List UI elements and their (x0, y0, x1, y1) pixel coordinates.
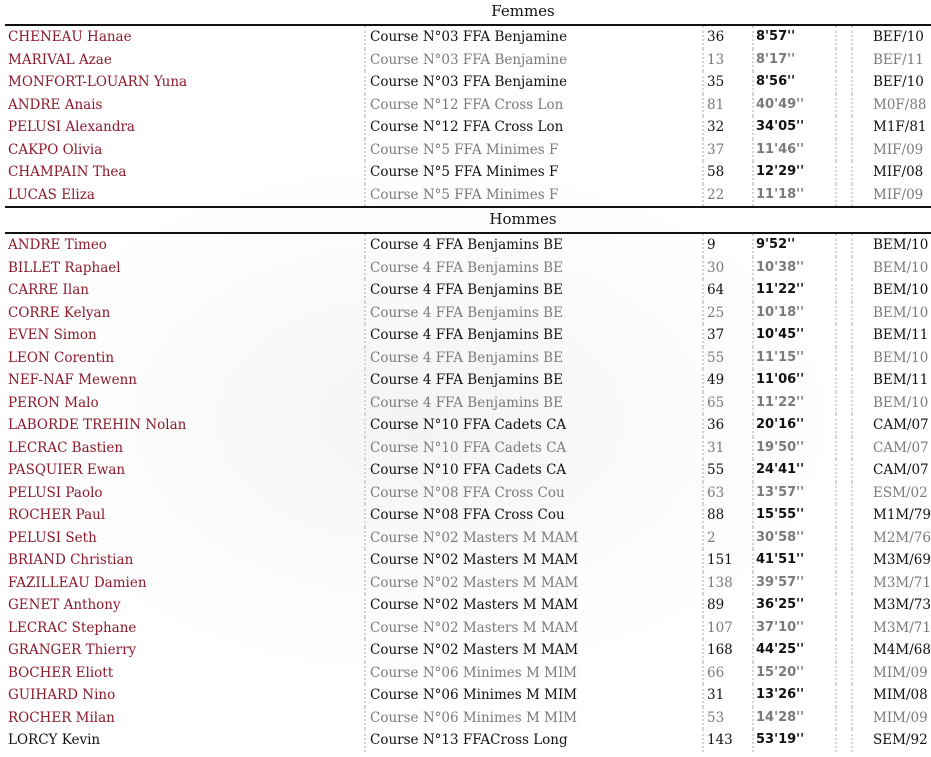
athlete-name-link[interactable]: LEON Corentin (8, 349, 115, 366)
race-time: 11'15'' (752, 347, 834, 370)
table-row (0, 369, 931, 392)
athlete-name-link[interactable]: LUCAS Eliza (8, 186, 95, 203)
course-name: Course N°02 Masters M MAM (364, 594, 700, 617)
spacer-cell (835, 71, 849, 94)
course-name: Course N°10 FFA Cadets CA (364, 459, 700, 482)
category: BEM/11 (851, 369, 931, 392)
rank: 55 (702, 347, 750, 370)
category: M0F/88 (851, 94, 931, 117)
athlete-name-link[interactable]: CAKPO Olivia (8, 141, 103, 158)
category: CAM/07 (851, 459, 931, 482)
athlete-name-link[interactable]: PASQUIER Ewan (8, 462, 126, 478)
athlete-name-link[interactable]: LECRAC Bastien (8, 439, 124, 456)
category: BEM/10 (851, 302, 931, 325)
race-time: 9'52'' (752, 234, 834, 257)
course-name: Course N°02 Masters M MAM (364, 527, 700, 550)
category: MIF/09 (851, 184, 931, 207)
spacer-cell (835, 369, 849, 392)
race-time: 37'10'' (752, 617, 834, 640)
athlete-name-link[interactable]: GRANGER Thierry (8, 642, 137, 658)
course-name: Course N°06 Minimes M MIM (364, 662, 700, 685)
table-row (0, 527, 931, 550)
athlete-name-link[interactable]: CHENEAU Hanae (8, 29, 132, 45)
rank: 138 (702, 572, 750, 595)
category: MIF/09 (851, 139, 931, 162)
table-row (0, 71, 931, 94)
course-name: Course N°02 Masters M MAM (364, 572, 700, 595)
spacer-cell (835, 414, 849, 437)
course-name: Course N°5 FFA Minimes F (364, 161, 700, 184)
athlete-name-link[interactable]: BILLET Raphael (8, 259, 121, 276)
rank: 22 (702, 184, 750, 207)
table-row (0, 684, 931, 707)
race-time: 13'57'' (752, 482, 834, 505)
race-time: 11'06'' (752, 369, 834, 392)
table-row (0, 234, 931, 257)
course-name: Course 4 FFA Benjamins BE (364, 279, 700, 302)
category: SEM/92 (851, 729, 931, 752)
table-row (0, 572, 931, 595)
rank: 2 (702, 527, 750, 550)
course-name: Course 4 FFA Benjamins BE (364, 234, 700, 257)
race-time: 24'41'' (752, 459, 834, 482)
race-time: 8'17'' (752, 49, 834, 72)
spacer-cell (835, 257, 849, 280)
race-time: 13'26'' (752, 684, 834, 707)
race-time: 15'20'' (752, 662, 834, 685)
race-time: 8'56'' (752, 71, 834, 94)
spacer-cell (835, 437, 849, 460)
rank: 53 (702, 707, 750, 730)
rank: 25 (702, 302, 750, 325)
rank: 55 (702, 459, 750, 482)
category: M3M/69 (851, 549, 931, 572)
table-row (0, 459, 931, 482)
athlete-name-link[interactable]: MARIVAL Azae (8, 51, 112, 68)
rank: 143 (702, 729, 750, 752)
rank: 49 (702, 369, 750, 392)
rank: 35 (702, 71, 750, 94)
rank: 31 (702, 437, 750, 460)
athlete-name-link[interactable]: GENET Anthony (8, 597, 121, 613)
race-time: 11'46'' (752, 139, 834, 162)
rank: 58 (702, 161, 750, 184)
course-name: Course N°10 FFA Cadets CA (364, 414, 700, 437)
table-row (0, 161, 931, 184)
spacer-cell (835, 729, 849, 752)
course-name: Course N°03 FFA Benjamine (364, 71, 700, 94)
course-name: Course 4 FFA Benjamins BE (364, 347, 700, 370)
course-name: Course N°08 FFA Cross Cou (364, 482, 700, 505)
spacer-cell (835, 184, 849, 207)
athlete-name-link[interactable]: EVEN Simon (8, 327, 97, 343)
spacer-cell (835, 707, 849, 730)
race-time: 34'05'' (752, 116, 834, 139)
table-row (0, 639, 931, 662)
course-name: Course N°12 FFA Cross Lon (364, 116, 700, 139)
spacer-cell (835, 504, 849, 527)
rank: 31 (702, 684, 750, 707)
athlete-name-link[interactable]: ROCHER Milan (8, 709, 115, 726)
table-row (0, 729, 931, 752)
section-femmes (0, 26, 931, 206)
course-name: Course 4 FFA Benjamins BE (364, 324, 700, 347)
athlete-name-link[interactable]: ROCHER Paul (8, 507, 106, 523)
rank: 81 (702, 94, 750, 117)
category: MIF/08 (851, 161, 931, 184)
race-time: 11'18'' (752, 184, 834, 207)
table-row (0, 392, 931, 415)
course-name: Course N°12 FFA Cross Lon (364, 94, 700, 117)
rank: 36 (702, 414, 750, 437)
race-time: 40'49'' (752, 94, 834, 117)
rank: 36 (702, 26, 750, 49)
table-row (0, 184, 931, 207)
spacer-cell (835, 684, 849, 707)
table-row (0, 279, 931, 302)
category: BEM/10 (851, 392, 931, 415)
table-row (0, 549, 931, 572)
section-title-hommes: Hommes (489, 210, 557, 228)
table-row (0, 94, 931, 117)
course-name: Course N°03 FFA Benjamine (364, 49, 700, 72)
race-time: 10'18'' (752, 302, 834, 325)
race-time: 11'22'' (752, 279, 834, 302)
race-time: 15'55'' (752, 504, 834, 527)
athlete-name-link[interactable]: PERON Malo (8, 394, 99, 411)
athlete-name-link[interactable]: ANDRE Anais (8, 96, 103, 113)
spacer-cell (835, 161, 849, 184)
race-time: 30'58'' (752, 527, 834, 550)
athlete-name-link[interactable]: NEF-NAF Mewenn (8, 372, 137, 388)
athlete-name-link[interactable]: PELUSI Alexandra (8, 119, 135, 135)
course-name: Course N°10 FFA Cadets CA (364, 437, 700, 460)
race-time: 14'28'' (752, 707, 834, 730)
category: BEF/10 (851, 71, 931, 94)
rank: 107 (702, 617, 750, 640)
rank: 37 (702, 324, 750, 347)
spacer-cell (835, 459, 849, 482)
category: BEM/10 (851, 234, 931, 257)
spacer-cell (835, 549, 849, 572)
spacer-cell (835, 662, 849, 685)
spacer-cell (835, 279, 849, 302)
race-time: 41'51'' (752, 549, 834, 572)
athlete-name-link[interactable]: GUIHARD Nino (8, 687, 116, 703)
athlete-name-link[interactable]: LECRAC Stephane (8, 619, 137, 636)
category: M3M/73 (851, 594, 931, 617)
table-row (0, 617, 931, 640)
spacer-cell (835, 617, 849, 640)
spacer-cell (835, 639, 849, 662)
spacer-cell (835, 116, 849, 139)
athlete-name-link[interactable]: CHAMPAIN Thea (8, 164, 127, 180)
category: M4M/68 (851, 639, 931, 662)
spacer-cell (835, 94, 849, 117)
table-row (0, 482, 931, 505)
race-time: 53'19'' (752, 729, 834, 752)
course-name: Course N°02 Masters M MAM (364, 639, 700, 662)
athlete-name-link[interactable]: FAZILLEAU Damien (8, 574, 147, 591)
rank: 9 (702, 234, 750, 257)
category: MIM/09 (851, 662, 931, 685)
category: CAM/07 (851, 437, 931, 460)
category: BEF/10 (851, 26, 931, 49)
rank: 63 (702, 482, 750, 505)
rank: 65 (702, 392, 750, 415)
category: BEF/11 (851, 49, 931, 72)
athlete-name-link: LORCY Kevin (8, 732, 101, 748)
race-time: 11'22'' (752, 392, 834, 415)
spacer-cell (835, 139, 849, 162)
category: M2M/76 (851, 527, 931, 550)
athlete-name-link[interactable]: LABORDE TREHIN Nolan (8, 417, 187, 433)
rank: 37 (702, 139, 750, 162)
spacer-cell (835, 26, 849, 49)
course-name: Course N°03 FFA Benjamine (364, 26, 700, 49)
course-name: Course N°02 Masters M MAM (364, 617, 700, 640)
rank: 66 (702, 662, 750, 685)
athlete-name-link[interactable]: MONFORT-LOUARN Yuna (8, 74, 188, 90)
table-row (0, 437, 931, 460)
race-time: 8'57'' (752, 26, 834, 49)
race-time: 39'57'' (752, 572, 834, 595)
race-time: 36'25'' (752, 594, 834, 617)
category: MIM/08 (851, 684, 931, 707)
table-row (0, 139, 931, 162)
course-name: Course N°08 FFA Cross Cou (364, 504, 700, 527)
athlete-name-link[interactable]: PELUSI Seth (8, 529, 97, 546)
spacer-cell (835, 572, 849, 595)
athlete-name-link[interactable]: PELUSI Paolo (8, 484, 103, 501)
spacer-cell (835, 234, 849, 257)
rank: 32 (702, 116, 750, 139)
course-name: Course 4 FFA Benjamins BE (364, 369, 700, 392)
athlete-name-link[interactable]: CORRE Kelyan (8, 304, 111, 321)
rank: 151 (702, 549, 750, 572)
table-row (0, 347, 931, 370)
athlete-name-link[interactable]: BOCHER Eliott (8, 664, 114, 681)
spacer-cell (835, 392, 849, 415)
category: BEM/10 (851, 347, 931, 370)
category: BEM/11 (851, 324, 931, 347)
course-name: Course N°02 Masters M MAM (364, 549, 700, 572)
race-time: 10'38'' (752, 257, 834, 280)
athlete-name-link[interactable]: BRIAND Christian (8, 552, 134, 568)
spacer-cell (835, 347, 849, 370)
table-row (0, 707, 931, 730)
table-row (0, 26, 931, 49)
course-name: Course N°5 FFA Minimes F (364, 139, 700, 162)
category: BEM/10 (851, 257, 931, 280)
race-time: 20'16'' (752, 414, 834, 437)
category: M1M/79 (851, 504, 931, 527)
spacer-cell (835, 49, 849, 72)
table-row (0, 594, 931, 617)
rank: 30 (702, 257, 750, 280)
spacer-cell (835, 302, 849, 325)
rank: 88 (702, 504, 750, 527)
athlete-name-link[interactable]: CARRE Ilan (8, 282, 89, 298)
rank: 89 (702, 594, 750, 617)
spacer-cell (835, 482, 849, 505)
spacer-cell (835, 527, 849, 550)
spacer-cell (835, 324, 849, 347)
spacer-cell (835, 594, 849, 617)
rank: 168 (702, 639, 750, 662)
course-name: Course N°06 Minimes M MIM (364, 684, 700, 707)
course-name: Course N°5 FFA Minimes F (364, 184, 700, 207)
table-row (0, 414, 931, 437)
course-name: Course 4 FFA Benjamins BE (364, 257, 700, 280)
table-row (0, 504, 931, 527)
race-time: 19'50'' (752, 437, 834, 460)
section-title-femmes: Femmes (491, 2, 555, 20)
table-row (0, 49, 931, 72)
category: M1F/81 (851, 116, 931, 139)
course-name: Course N°13 FFACross Long (364, 729, 700, 752)
course-name: Course 4 FFA Benjamins BE (364, 302, 700, 325)
table-row (0, 324, 931, 347)
course-name: Course 4 FFA Benjamins BE (364, 392, 700, 415)
category: MIM/09 (851, 707, 931, 730)
rank: 64 (702, 279, 750, 302)
table-row (0, 257, 931, 280)
race-time: 12'29'' (752, 161, 834, 184)
table-row (0, 662, 931, 685)
category: CAM/07 (851, 414, 931, 437)
category: M3M/71 (851, 572, 931, 595)
table-row (0, 116, 931, 139)
athlete-name-link[interactable]: ANDRE Timeo (8, 237, 107, 253)
course-name: Course N°06 Minimes M MIM (364, 707, 700, 730)
race-time: 10'45'' (752, 324, 834, 347)
table-row (0, 302, 931, 325)
section-hommes (0, 234, 931, 752)
category: ESM/02 (851, 482, 931, 505)
category: BEM/10 (851, 279, 931, 302)
race-time: 44'25'' (752, 639, 834, 662)
rank: 13 (702, 49, 750, 72)
category: M3M/71 (851, 617, 931, 640)
